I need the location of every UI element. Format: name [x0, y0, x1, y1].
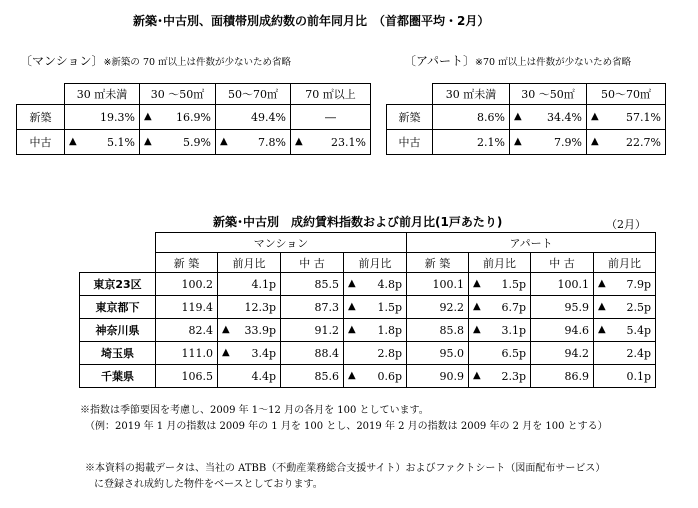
apart-cell: 8.6%: [433, 105, 510, 130]
apart-row-label: 中古: [387, 130, 433, 155]
apart-note: ※70 ㎡以上は件数が少ないため省略: [475, 57, 632, 68]
apart-row-label: 新築: [387, 105, 433, 130]
index-month: （2月）: [606, 218, 646, 231]
index-cell: ▲ 5.4p: [594, 319, 656, 342]
index-cell: ▲ 1.8p: [344, 319, 407, 342]
apart-section-label: [404, 52, 631, 69]
prefecture-label: 東京都下: [80, 296, 156, 319]
index-cell: 91.2: [281, 319, 344, 342]
table-row: [80, 365, 656, 388]
index-cell: 4.4p: [218, 365, 281, 388]
index-cell: ▲ 6.7p: [469, 296, 531, 319]
index-cell: ▲ 1.5p: [344, 296, 407, 319]
index-cell: ▲ 7.9p: [594, 273, 656, 296]
mansion-label: 〔マンション〕: [20, 54, 104, 68]
index-cell: 82.4: [156, 319, 218, 342]
mansion-cell: ▲ 23.1%: [291, 130, 371, 155]
page-title: 新築･中古別、面積帯別成約数の前年同月比 （首都圏平均・2月）: [133, 14, 490, 28]
prefecture-label: 千葉県: [80, 365, 156, 388]
apart-cell: ▲ 7.9%: [510, 130, 587, 155]
index-cell: 100.1: [531, 273, 594, 296]
mansion-row-label: 新築: [17, 105, 65, 130]
apart-cell: ▲ 34.4%: [510, 105, 587, 130]
mansion-section-label: [20, 52, 291, 69]
mansion-col-header: 30 ㎡未満: [65, 84, 140, 105]
footnote-2-cont: に登録され成約した物件をベースとしております。: [94, 479, 323, 490]
index-cell: 85.8: [407, 319, 469, 342]
index-cell: ▲ 0.6p: [344, 365, 407, 388]
mansion-cell: ▲ 7.8%: [216, 130, 291, 155]
subheader: 中 古: [531, 253, 594, 273]
index-cell: 86.9: [531, 365, 594, 388]
mansion-col-header: 30 ～50㎡: [140, 84, 216, 105]
index-cell: ▲ 3.4p: [218, 342, 281, 365]
index-body: [80, 273, 656, 388]
index-cell: 2.8p: [344, 342, 407, 365]
index-cell: 111.0: [156, 342, 218, 365]
index-cell: ▲ 1.5p: [469, 273, 531, 296]
index-cell: 95.0: [407, 342, 469, 365]
mansion-cell: 49.4%: [216, 105, 291, 130]
index-cell: 90.9: [407, 365, 469, 388]
index-cell: 6.5p: [469, 342, 531, 365]
index-cell: 2.4p: [594, 342, 656, 365]
mansion-col-header: 70 ㎡以上: [291, 84, 371, 105]
apart-col-header: 50～70㎡: [587, 84, 666, 105]
apart-table: [386, 83, 666, 155]
subheader: 前月比: [344, 253, 407, 273]
index-cell: 106.5: [156, 365, 218, 388]
mansion-cell: ▲ 5.1%: [65, 130, 140, 155]
group-header-mansion: マンション: [156, 233, 407, 253]
mansion-row-label: 中古: [17, 130, 65, 155]
table-row: [80, 342, 656, 365]
prefecture-label: 埼玉県: [80, 342, 156, 365]
index-cell: ▲ 3.1p: [469, 319, 531, 342]
mansion-corner-cell: [17, 84, 65, 105]
index-cell: ▲ 4.8p: [344, 273, 407, 296]
index-cell: 100.1: [407, 273, 469, 296]
subheader: 前月比: [218, 253, 281, 273]
mansion-col-header: 50～70㎡: [216, 84, 291, 105]
index-title: 新築･中古別 成約賃料指数および前月比(1戸あたり): [213, 215, 503, 229]
apart-cell: ▲ 22.7%: [587, 130, 666, 155]
apart-cell: 2.1%: [433, 130, 510, 155]
index-cell: 95.9: [531, 296, 594, 319]
index-cell: 88.4: [281, 342, 344, 365]
subheader: 前月比: [594, 253, 656, 273]
footnote-1-example: （例：2019 年 1 月の指数は 2009 年の 1 月を 100 とし、2019 年 2 月の指数は 2009 年の 2 月を 100 とする）: [85, 421, 608, 432]
index-cell: ▲ 33.9p: [218, 319, 281, 342]
index-corner-cell: [80, 233, 156, 273]
apart-corner-cell: [387, 84, 433, 105]
footnote-2: ※本資料の掲載データは、当社の ATBB（不動産業務総合支援サイト）およびファクトシート（図面配布サービス）: [85, 463, 606, 474]
subheader: 中 古: [281, 253, 344, 273]
apart-col-header: 30 ～50㎡: [510, 84, 587, 105]
table-row: [80, 319, 656, 342]
index-cell: 4.1p: [218, 273, 281, 296]
prefecture-label: 東京23区: [80, 273, 156, 296]
index-cell: 94.6: [531, 319, 594, 342]
index-cell: ▲ 2.5p: [594, 296, 656, 319]
index-cell: ▲ 2.3p: [469, 365, 531, 388]
apart-cell: ▲ 57.1%: [587, 105, 666, 130]
subheader: 新 築: [156, 253, 218, 273]
mansion-cell: ―: [291, 105, 371, 130]
index-cell: 87.3: [281, 296, 344, 319]
index-cell: 0.1p: [594, 365, 656, 388]
table-row: [80, 273, 656, 296]
mansion-note: ※新築の 70 ㎡以上は件数が少ないため省略: [103, 57, 292, 68]
mansion-table: [16, 83, 371, 155]
mansion-cell: 19.3%: [65, 105, 140, 130]
subheader: 前月比: [469, 253, 531, 273]
apart-label: 〔アパート〕: [404, 54, 476, 68]
index-cell: 92.2: [407, 296, 469, 319]
prefecture-label: 神奈川県: [80, 319, 156, 342]
mansion-cell: ▲ 5.9%: [140, 130, 216, 155]
index-cell: 12.3p: [218, 296, 281, 319]
index-cell: 94.2: [531, 342, 594, 365]
subheader: 新 築: [407, 253, 469, 273]
index-cell: 119.4: [156, 296, 218, 319]
table-row: [80, 296, 656, 319]
mansion-cell: ▲ 16.9%: [140, 105, 216, 130]
index-cell: 85.5: [281, 273, 344, 296]
footnote-1: ※指数は季節要因を考慮し、2009 年 1～12 月の各月を 100 としています。: [80, 405, 429, 416]
group-header-apart: アパート: [407, 233, 656, 253]
rent-index-table: [79, 232, 656, 388]
index-cell: 85.6: [281, 365, 344, 388]
apart-col-header: 30 ㎡未満: [433, 84, 510, 105]
index-cell: 100.2: [156, 273, 218, 296]
